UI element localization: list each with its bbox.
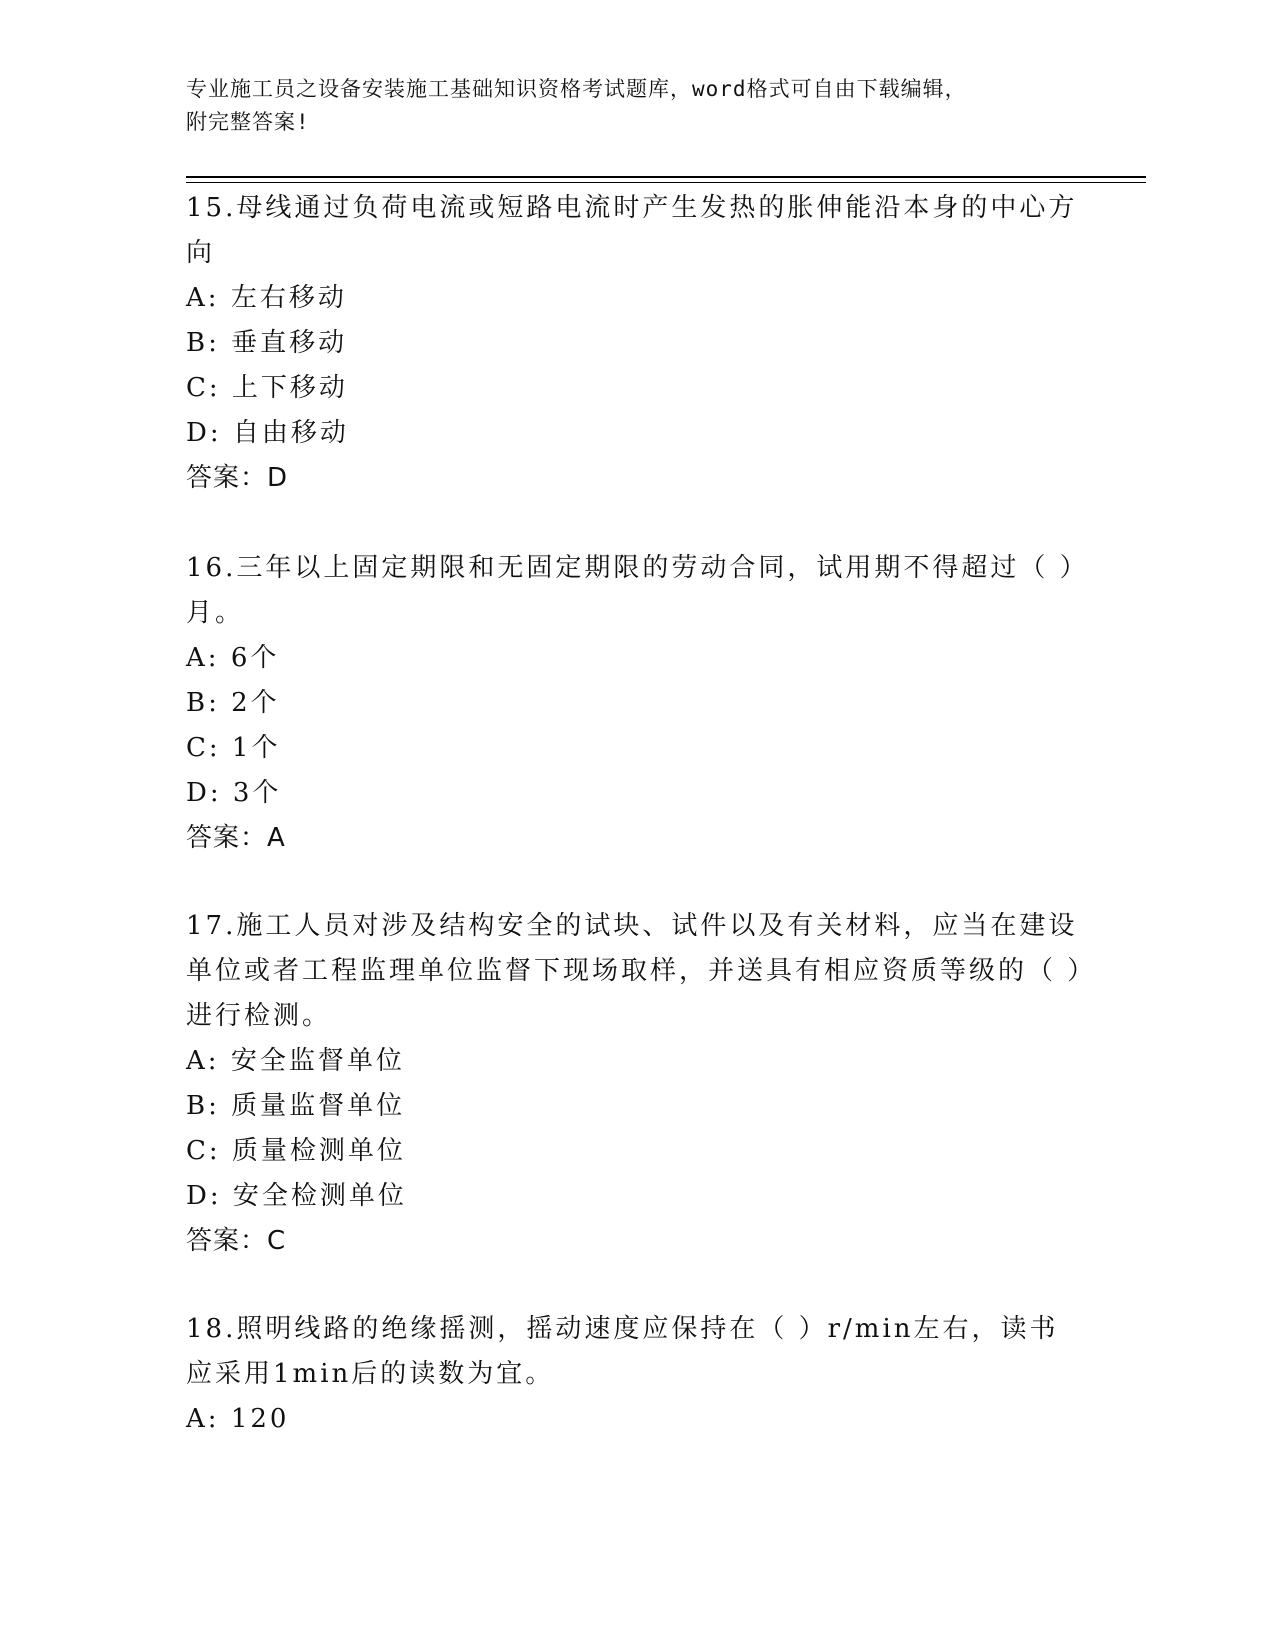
option-key: D: <box>186 778 222 808</box>
option-text: 1个 <box>231 733 281 763</box>
question-15 <box>186 186 1086 501</box>
option-c <box>186 366 1086 411</box>
option-key: B: <box>186 328 220 358</box>
header-line-2: 附完整答案! <box>186 110 310 134</box>
option-text: 自由移动 <box>232 418 349 448</box>
option-key: D: <box>186 418 222 448</box>
question-stem: 16.三年以上固定期限和无固定期限的劳动合同，试用期不得超过（ ）月。 <box>186 553 1076 628</box>
option-a <box>186 1397 1086 1442</box>
option-c <box>186 1129 1086 1174</box>
option-b <box>186 1084 1086 1129</box>
option-key: B: <box>186 688 220 718</box>
option-text: 120 <box>230 1404 290 1434</box>
question-16 <box>186 546 1086 861</box>
option-text: 6个 <box>230 643 280 673</box>
option-text: 3个 <box>232 778 282 808</box>
option-text: 上下移动 <box>231 373 348 403</box>
option-a <box>186 1039 1086 1084</box>
option-key: A: <box>186 1404 220 1434</box>
option-text: 安全监督单位 <box>230 1046 405 1076</box>
option-a <box>186 276 1086 321</box>
option-text: 质量监督单位 <box>231 1091 406 1121</box>
header-rule-thick <box>186 176 1146 178</box>
option-key: A: <box>186 643 220 673</box>
option-key: A: <box>186 283 220 313</box>
question-stem: 15.母线通过负荷电流或短路电流时产生发热的胀伸能沿本身的中心方向 <box>186 193 1078 268</box>
option-key: C: <box>186 1136 221 1166</box>
question-stem: 17.施工人员对涉及结构安全的试块、试件以及有关材料，应当在建设单位或者工程监理单位监督下现场取样，并送具有相应资质等级的（ ）进行检测。 <box>186 911 1084 1031</box>
option-text: 垂直移动 <box>231 328 348 358</box>
option-d <box>186 1174 1086 1219</box>
question-18 <box>186 1307 1086 1442</box>
option-text: 安全检测单位 <box>232 1181 407 1211</box>
option-text: 2个 <box>231 688 280 718</box>
document-header <box>186 73 1066 139</box>
option-text: 左右移动 <box>230 283 347 313</box>
answer-line: 答案：A <box>186 823 286 853</box>
option-b <box>186 321 1086 366</box>
option-b <box>186 681 1086 726</box>
option-key: C: <box>186 733 221 763</box>
option-a <box>186 636 1086 681</box>
option-d <box>186 771 1086 816</box>
question-stem: 18.照明线路的绝缘摇测，摇动速度应保持在（ ）r/min左右，读书应采用1min后的读数为宜。 <box>186 1314 1059 1389</box>
header-line-1: 专业施工员之设备安装施工基础知识资格考试题库，word格式可自由下载编辑， <box>186 77 967 101</box>
option-key: C: <box>186 373 221 403</box>
option-c <box>186 726 1086 771</box>
option-key: B: <box>186 1091 220 1121</box>
option-text: 质量检测单位 <box>231 1136 406 1166</box>
question-17 <box>186 904 1086 1264</box>
option-d <box>186 411 1086 456</box>
answer-line: 答案：D <box>186 463 289 493</box>
option-key: D: <box>186 1181 222 1211</box>
header-rule-thin <box>186 182 1146 183</box>
answer-line: 答案：C <box>186 1226 287 1256</box>
option-key: A: <box>186 1046 220 1076</box>
